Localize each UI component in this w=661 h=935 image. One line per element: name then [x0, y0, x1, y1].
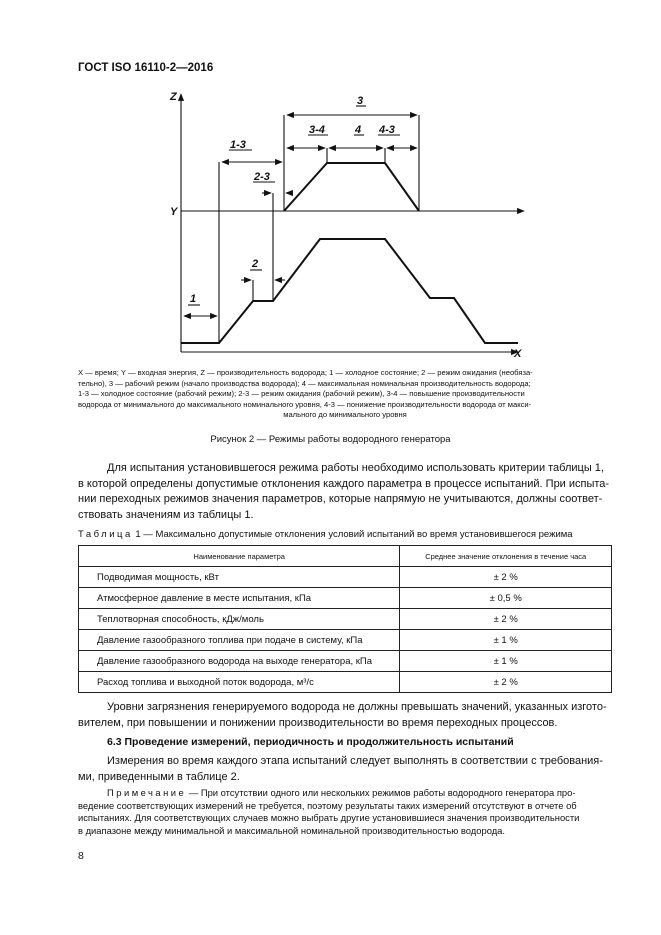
marker-1: 1 — [190, 293, 197, 305]
legend-line: водорода от минимального до максимального номинального уровня, 4-3 — понижение производительности водорода от макси- — [78, 399, 532, 409]
paragraph-line: нии переходных режимов значения параметров, которые напрямую не учитываются, должны соответ- — [78, 493, 603, 505]
table-row — [79, 609, 612, 630]
note-line: ведение соответствующих измерений не требуется, поэтому результаты таких измерений отсутствуют в отчете об — [78, 799, 577, 811]
table-header-row — [79, 546, 612, 567]
table-cell: ± 1 % — [400, 651, 612, 672]
y-axis-label: Y — [170, 206, 178, 218]
note-block — [78, 787, 612, 837]
legend-line: мального до минимального уровня — [283, 410, 407, 419]
marker-3-4: 3-4 — [309, 124, 325, 136]
note-line: испытаниях. Для соответствующих случаев можно выбрать другие установившиеся значения производительности — [78, 812, 580, 823]
table-cell: ± 2 % — [400, 567, 612, 588]
paragraph-line: ми, приведенными в таблице 2. — [78, 770, 240, 783]
table-cell: Подводимая мощность, кВт — [79, 567, 400, 588]
page-number: 8 — [78, 850, 84, 862]
legend-line: тельно), 3 — рабочий режим (начало производства водорода); 4 — максимальная номинальная производительность водорода; — [78, 378, 531, 388]
paragraph-contamination — [78, 700, 612, 731]
table-row — [79, 588, 612, 609]
deviation-table — [78, 545, 612, 693]
figure-legend — [78, 368, 612, 421]
table-cell: ± 0,5 % — [400, 588, 612, 609]
table-row — [79, 630, 612, 651]
x-axis-label: X — [514, 348, 522, 360]
figure-title: Рисунок 2 — Режимы работы водородного генератора — [210, 434, 451, 445]
marker-4-3: 4-3 — [379, 124, 395, 136]
z-axis-label: Z — [170, 91, 177, 103]
table-header-cell: Среднее значение отклонения в течение часа — [400, 546, 612, 567]
paragraph-line: вителем, при повышении и понижении производительности во время переходных процессов. — [78, 716, 558, 729]
table-cell: ± 1 % — [400, 630, 612, 651]
note-label: Примечание — [107, 787, 187, 798]
table-header-cell: Наименование параметра — [79, 546, 400, 567]
document-header: ГОСТ ISO 16110-2—2016 — [78, 62, 214, 74]
table-cell: Теплотворная способность, кДж/моль — [79, 609, 400, 630]
paragraph-criteria — [78, 461, 612, 523]
table-cell: Давление газообразного водорода на выходе генератора, кПа — [79, 651, 400, 672]
table-row — [79, 567, 612, 588]
table-title — [78, 529, 573, 540]
legend-line: X — время; Y — входная энергия, Z — производительность водорода; 1 — холодное состояние; 2 — режим ожидания (необяза- — [78, 368, 533, 377]
table-cell: Атмосферное давление в месте испытания, кПа — [79, 588, 400, 609]
paragraph-line: ствовать значениям из таблицы 1. — [78, 508, 254, 521]
legend-line: 1-3 — холодное состояние (рабочий режим); 2-3 — режим ожидания (рабочий режим), 3-4 — повышение производительности — [78, 389, 525, 398]
table-row — [79, 672, 612, 693]
marker-3: 3 — [357, 95, 364, 107]
energy-curve — [181, 239, 518, 343]
marker-2: 2 — [252, 258, 259, 270]
marker-2-3: 2-3 — [254, 171, 270, 183]
paragraph-line: Уровни загрязнения генерируемого водорода не должны превышать значений, указанных изгото- — [107, 701, 607, 713]
note-line: — При отсутствии одного или нескольких режимов работы водородного генератора про- — [186, 787, 576, 798]
table-cell: Расход топлива и выходной поток водорода, м³/с — [79, 672, 400, 693]
marker-1-3: 1-3 — [230, 139, 246, 151]
paragraph-line: в которой определены допустимые отклонения каждого параметра в процессе испытаний. При испыта- — [78, 477, 610, 490]
table-cell: ± 2 % — [400, 609, 612, 630]
table-cell: Давление газообразного топлива при подаче в систему, кПа — [79, 630, 400, 651]
table-cell: ± 2 % — [400, 672, 612, 693]
production-curve — [284, 163, 419, 211]
section-heading: 6.3 Проведение измерений, периодичность и продолжительность испытаний — [107, 736, 514, 748]
paragraph-line: Измерения во время каждого этапа испытаний следует выполнять в соответствии с требования- — [107, 755, 603, 767]
table-title-text: 1 — Максимально допустимые отклонения условий испытаний во время установившегося режима — [132, 529, 573, 540]
marker-4: 4 — [355, 124, 362, 136]
paragraph-line: Для испытания установившегося режима работы необходимо использовать критерии таблицы 1, — [107, 462, 604, 474]
paragraph-measurements — [78, 754, 612, 785]
operating-modes-figure — [0, 80, 661, 370]
note-line: в диапазоне между минимальной и максимальной номинальной производительностью водорода. — [78, 824, 505, 836]
table-row — [79, 651, 612, 672]
table-title-prefix: Таблица — [78, 529, 133, 540]
